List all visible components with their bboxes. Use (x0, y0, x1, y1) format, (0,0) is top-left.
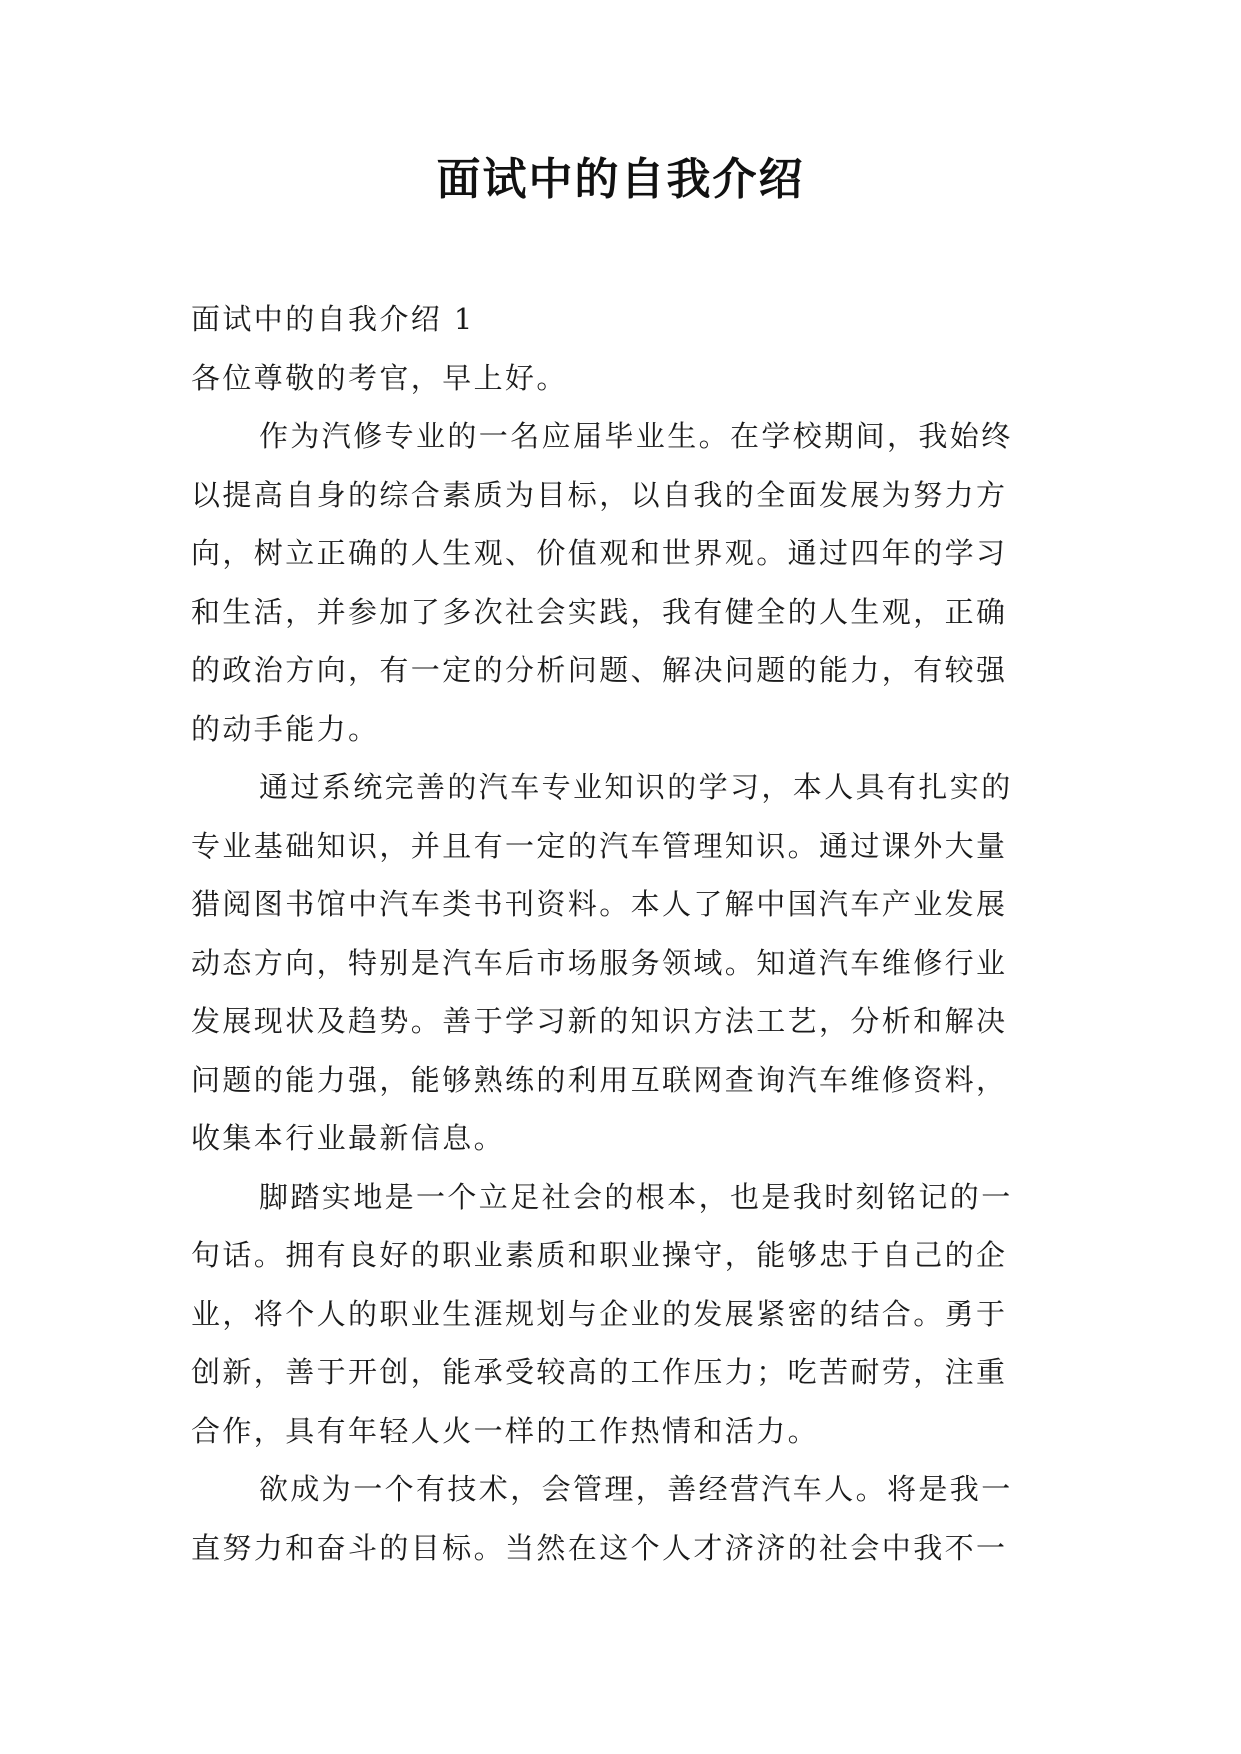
paragraph-line: 作为汽修专业的一名应届毕业生。在学校期间，我始终 (259, 419, 1013, 453)
paragraph-line: 脚踏实地是一个立足社会的根本，也是我时刻铭记的一 (259, 1179, 1013, 1214)
paragraph-line: 动态方向，特别是汽车后市场服务领域。知道汽车维修行业 (191, 945, 1008, 980)
paragraph-line: 向，树立正确的人生观、价值观和世界观。通过四年的学习 (191, 536, 1008, 570)
paragraph-2 (191, 758, 1071, 1168)
paragraph-line: 问题的能力强，能够熟练的利用互联网查询汽车维修资料， (191, 1062, 1008, 1097)
paragraph-line: 以提高自身的综合素质为目标，以自我的全面发展为努力方 (191, 477, 1008, 512)
paragraph-line: 欲成为一个有技术，会管理，善经营汽车人。将是我一 (259, 1472, 1013, 1506)
paragraph-line: 通过系统完善的汽车专业知识的学习，本人具有扎实的 (259, 770, 1013, 804)
paragraph-line: 合作，具有年轻人火一样的工作热情和活力。 (191, 1413, 820, 1448)
paragraph-3 (191, 1168, 1071, 1461)
paragraph-line: 的动手能力。 (191, 711, 380, 746)
paragraph-1 (191, 407, 1071, 758)
page-title: 面试中的自我介绍 (436, 154, 805, 205)
paragraph-4 (191, 1460, 1071, 1577)
paragraph-line: 猎阅图书馆中汽车类书刊资料。本人了解中国汽车产业发展 (191, 887, 1008, 921)
section-heading: 面试中的自我介绍 1 (191, 302, 475, 336)
greeting-line: 各位尊敬的考官，早上好。 (191, 360, 568, 395)
paragraph-line: 发展现状及趋势。善于学习新的知识方法工艺，分析和解决 (191, 1004, 1008, 1038)
paragraph-line: 的政治方向，有一定的分析问题、解决问题的能力，有较强 (191, 653, 1008, 687)
paragraph-line: 句话。拥有良好的职业素质和职业操守，能够忠于自己的企 (191, 1238, 1008, 1272)
paragraph-line: 收集本行业最新信息。 (191, 1121, 506, 1155)
paragraph-line: 和生活，并参加了多次社会实践，我有健全的人生观，正确 (191, 594, 1008, 629)
paragraph-line: 专业基础知识，并且有一定的汽车管理知识。通过课外大量 (191, 828, 1008, 863)
document-body (191, 290, 1071, 1577)
paragraph-line: 创新，善于开创，能承受较高的工作压力；吃苦耐劳，注重 (191, 1355, 1008, 1389)
paragraph-line: 业，将个人的职业生涯规划与企业的发展紧密的结合。勇于 (191, 1296, 1008, 1331)
paragraph-line: 直努力和奋斗的目标。当然在这个人才济济的社会中我不一 (191, 1530, 1008, 1565)
